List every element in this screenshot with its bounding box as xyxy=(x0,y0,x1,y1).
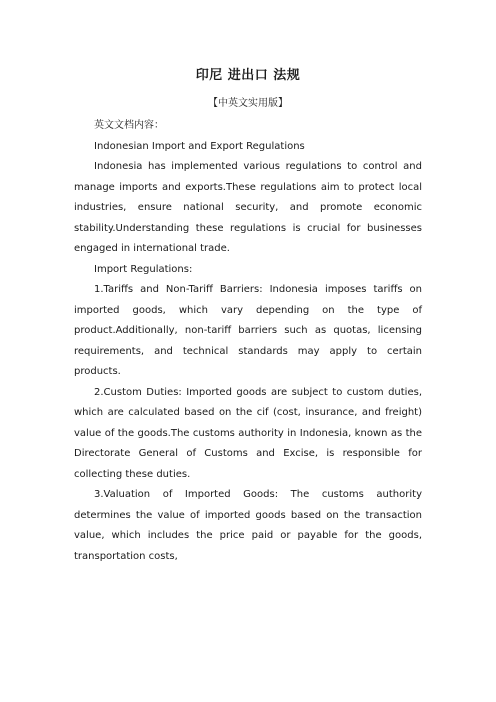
paragraph-item-1: 1.Tariffs and Non-Tariff Barriers: Indonesia imposes tariffs on imported goods, which vary depending on the type of product.Additionally, non-tariff barriers such as quotas, licensing requirements, and technical standards may apply to certain products. xyxy=(74,284,422,377)
paragraph-item-3: 3.Valuation of Imported Goods: The customs authority determines the value of imported goods based on the transaction value, which includes the price paid or payable for the goods, transportation costs, xyxy=(74,489,422,562)
section-heading-import: Import Regulations: xyxy=(94,263,193,275)
paragraph-heading: Indonesian Import and Export Regulations xyxy=(94,140,305,152)
document-subtitle: 【中英文实用版】 xyxy=(208,98,288,109)
document-body xyxy=(74,116,422,567)
paragraph-item-2: 2.Custom Duties: Imported goods are subject to custom duties, which are calculated based on the cif (cost, insurance, and freight) value of the goods.The customs authority in Indonesia, known as the Directorate General of Customs and Excise, is responsible for collecting these duties. xyxy=(74,386,422,480)
document-title: 印尼 进出口 法规 xyxy=(195,68,301,83)
paragraph-label: 英文文档内容： xyxy=(94,120,164,131)
paragraph-intro: Indonesia has implemented various regulations to control and manage imports and exports.These regulations aim to protect local industries, ensure national security, and promote economic stability.Understanding these regulations is crucial for businesses engaged in international trade. xyxy=(74,161,422,254)
